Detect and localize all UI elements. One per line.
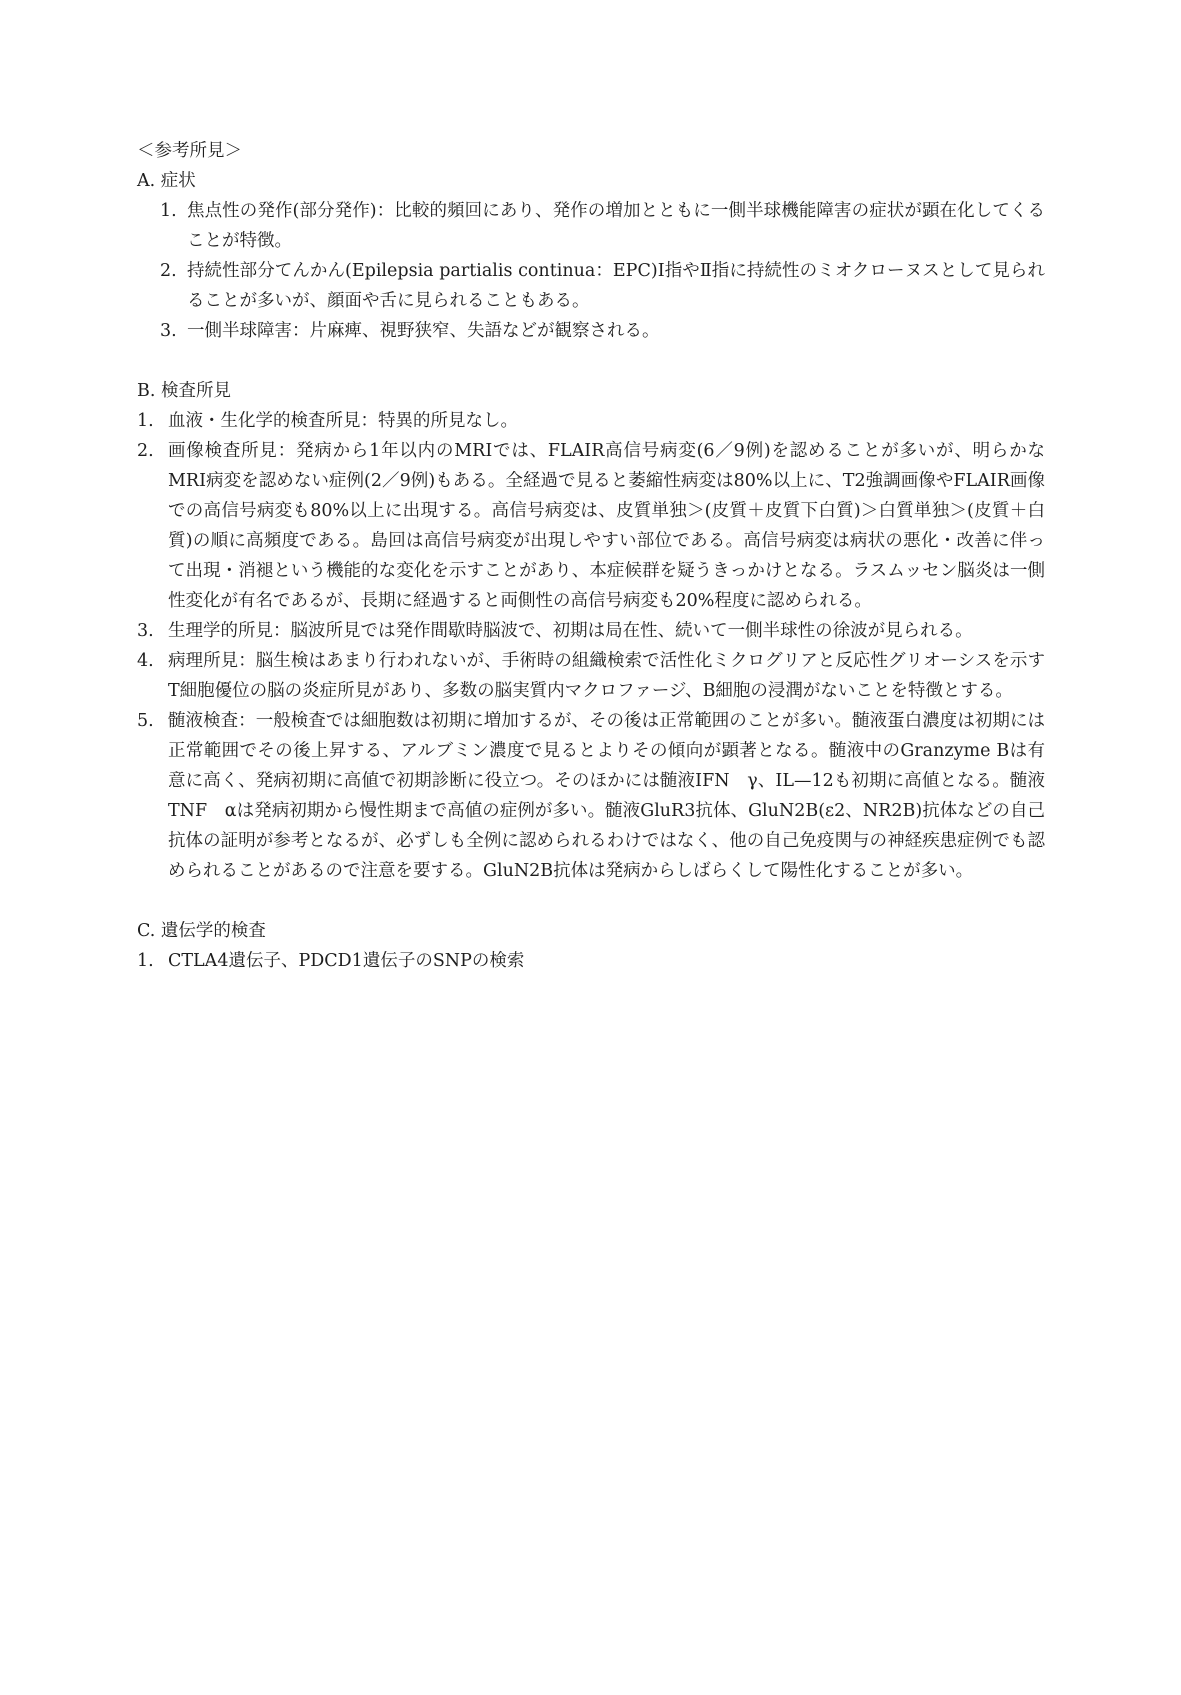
examination-findings-list (137, 406, 1045, 886)
item-text: 画像検査所見：発病から1年以内のMRIでは、FLAIR高信号病変(6／9例)を認めることが多いが、明らかなMRI病変を認めない症例(2／9例)もある。全経過で見ると萎縮性病変は80%以上に、T2強調画像やFLAIR画像での高信号病変も80%以上に出現する。高信号病変は、皮質単独＞(皮質＋皮質下白質)＞白質単独＞(皮質＋白質)の順に高頻度である。島回は高信号病変が出現しやすい部位である。高信号病変は病状の悪化・改善に伴って出現・消褪という機能的な変化を示すことがあり、本症候群を疑うきっかけとなる。ラスムッセン脳炎は一側性変化が有名であるが、長期に経過すると両側性の高信号病変も20%程度に認められる。 (168, 441, 1045, 611)
item-text: 髄液検査：一般検査では細胞数は初期に増加するが、その後は正常範囲のことが多い。髄液蛋白濃度は初期には正常範囲でその後上昇する、アルブミン濃度で見るとよりその傾向が顕著となる。髄液中のGranzyme Bは有意に高く、発病初期に高値で初期診断に役立つ。そのほかには髄液IFN γ、IL—12も初期に高値となる。髄液TNF αは発病初期から慢性期まで高値の症例が多い。髄液GluR3抗体、GluN2B(ε2、NR2B)抗体などの自己抗体の証明が参考となるが、必ずしも全例に認められるわけではなく、他の自己免疫関与の神経疾患症例でも認められることがあるので注意を要する。GluN2B抗体は発病からしばらくして陽性化することが多い。 (168, 711, 1045, 881)
section-heading: C. 遺伝学的検査 (137, 921, 266, 941)
list-item (137, 646, 1045, 706)
list-item (160, 256, 1045, 316)
symptoms-list (160, 196, 1045, 346)
item-number: 4. (137, 651, 154, 671)
item-number: 2. (160, 261, 177, 281)
item-number: 1. (137, 951, 154, 971)
item-text: 持続性部分てんかん(Epilepsia partialis continua：EPC)Ⅰ指やⅡ指に持続性のミオクローヌスとして見られることが多いが、顔面や舌に見られることもある。 (187, 261, 1045, 311)
section-examination-findings (137, 376, 1045, 886)
document-title: ＜参考所見＞ (137, 141, 242, 161)
list-item (160, 316, 1045, 346)
item-text: 病理所見：脳生検はあまり行われないが、手術時の組織検索で活性化ミクログリアと反応性グリオーシスを示すT細胞優位の脳の炎症所見があり、多数の脳実質内マクロファージ、B細胞の浸潤がないことを特徴とする。 (168, 651, 1045, 701)
genetic-testing-list (137, 946, 1045, 976)
section-heading: B. 検査所見 (137, 381, 231, 401)
item-text: 一側半球障害：片麻痺、視野狭窄、失語などが観察される。 (187, 321, 660, 341)
list-item (137, 616, 1045, 646)
item-text: 血液・生化学的検査所見：特異的所見なし。 (168, 411, 518, 431)
list-item (160, 196, 1045, 256)
item-number: 3. (160, 321, 177, 341)
item-number: 1. (137, 411, 154, 431)
item-number: 3. (137, 621, 154, 641)
list-item (137, 946, 1045, 976)
item-number: 5. (137, 711, 154, 731)
item-text: 焦点性の発作(部分発作)：比較的頻回にあり、発作の増加とともに一側半球機能障害の症状が顕在化してくることが特徴。 (187, 201, 1045, 251)
section-genetic-testing (137, 916, 1045, 976)
list-item (137, 706, 1045, 886)
item-number: 1. (160, 201, 177, 221)
list-item (137, 436, 1045, 616)
item-text: CTLA4遺伝子、PDCD1遺伝子のSNPの検索 (168, 951, 525, 971)
item-text: 生理学的所見：脳波所見では発作間歇時脳波で、初期は局在性、続いて一側半球性の徐波が見られる。 (168, 621, 973, 641)
list-item (137, 406, 1045, 436)
section-heading: A. 症状 (137, 171, 196, 191)
item-number: 2. (137, 441, 154, 461)
section-symptoms (137, 166, 1045, 346)
